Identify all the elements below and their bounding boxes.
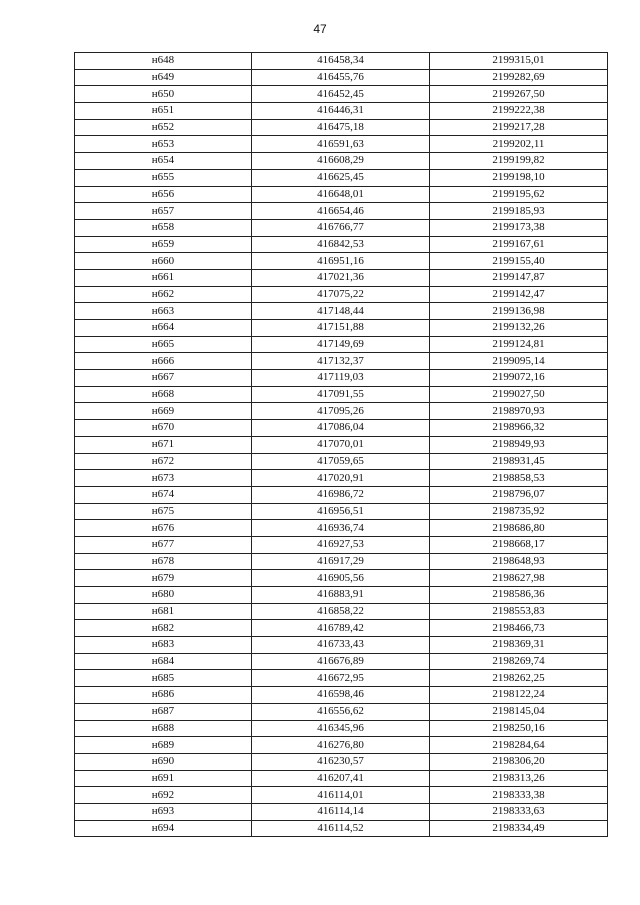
point-id-cell: н654 <box>75 153 252 170</box>
table-row <box>75 720 608 737</box>
table-row <box>75 203 608 220</box>
point-id-cell: н688 <box>75 720 252 737</box>
y-coordinate-cell: 2199095,14 <box>430 353 608 370</box>
x-coordinate-cell: 416207,41 <box>252 770 430 787</box>
y-coordinate-cell: 2198966,32 <box>430 420 608 437</box>
y-coordinate-cell: 2198949,93 <box>430 436 608 453</box>
x-coordinate-cell: 416556,62 <box>252 703 430 720</box>
y-coordinate-cell: 2199173,38 <box>430 219 608 236</box>
x-coordinate-cell: 416475,18 <box>252 119 430 136</box>
y-coordinate-cell: 2198145,04 <box>430 703 608 720</box>
x-coordinate-cell: 417119,03 <box>252 370 430 387</box>
y-coordinate-cell: 2198796,07 <box>430 486 608 503</box>
table-row <box>75 470 608 487</box>
y-coordinate-cell: 2198334,49 <box>430 820 608 837</box>
x-coordinate-cell: 416927,53 <box>252 536 430 553</box>
table-row <box>75 436 608 453</box>
y-coordinate-cell: 2198586,36 <box>430 587 608 604</box>
point-id-cell: н662 <box>75 286 252 303</box>
point-id-cell: н685 <box>75 670 252 687</box>
y-coordinate-cell: 2199267,50 <box>430 86 608 103</box>
table-row <box>75 320 608 337</box>
x-coordinate-cell: 416905,56 <box>252 570 430 587</box>
point-id-cell: н682 <box>75 620 252 637</box>
y-coordinate-cell: 2198313,26 <box>430 770 608 787</box>
table-row <box>75 653 608 670</box>
x-coordinate-cell: 416598,46 <box>252 687 430 704</box>
table-row <box>75 820 608 837</box>
y-coordinate-cell: 2198369,31 <box>430 637 608 654</box>
x-coordinate-cell: 416956,51 <box>252 503 430 520</box>
table-row <box>75 453 608 470</box>
table-row <box>75 353 608 370</box>
x-coordinate-cell: 417148,44 <box>252 303 430 320</box>
x-coordinate-cell: 416114,14 <box>252 803 430 820</box>
table-row <box>75 670 608 687</box>
table-row <box>75 703 608 720</box>
table-row <box>75 587 608 604</box>
y-coordinate-cell: 2199142,47 <box>430 286 608 303</box>
x-coordinate-cell: 416917,29 <box>252 553 430 570</box>
table-row <box>75 370 608 387</box>
table-row <box>75 236 608 253</box>
table-row <box>75 53 608 70</box>
x-coordinate-cell: 417059,65 <box>252 453 430 470</box>
x-coordinate-cell: 417020,91 <box>252 470 430 487</box>
y-coordinate-cell: 2199199,82 <box>430 153 608 170</box>
table-row <box>75 570 608 587</box>
point-id-cell: н678 <box>75 553 252 570</box>
point-id-cell: н661 <box>75 269 252 286</box>
y-coordinate-cell: 2199198,10 <box>430 169 608 186</box>
point-id-cell: н657 <box>75 203 252 220</box>
x-coordinate-cell: 416676,89 <box>252 653 430 670</box>
point-id-cell: н689 <box>75 737 252 754</box>
x-coordinate-cell: 416951,16 <box>252 253 430 270</box>
point-id-cell: н664 <box>75 320 252 337</box>
point-id-cell: н656 <box>75 186 252 203</box>
y-coordinate-cell: 2198333,38 <box>430 787 608 804</box>
x-coordinate-cell: 416648,01 <box>252 186 430 203</box>
x-coordinate-cell: 416766,77 <box>252 219 430 236</box>
y-coordinate-cell: 2198668,17 <box>430 536 608 553</box>
table-row <box>75 186 608 203</box>
y-coordinate-cell: 2199222,38 <box>430 103 608 120</box>
table-row <box>75 169 608 186</box>
table-row <box>75 219 608 236</box>
x-coordinate-cell: 416625,45 <box>252 169 430 186</box>
x-coordinate-cell: 417091,55 <box>252 386 430 403</box>
x-coordinate-cell: 416114,52 <box>252 820 430 837</box>
y-coordinate-cell: 2198122,24 <box>430 687 608 704</box>
point-id-cell: н652 <box>75 119 252 136</box>
point-id-cell: н690 <box>75 753 252 770</box>
x-coordinate-cell: 416446,31 <box>252 103 430 120</box>
page-number: 47 <box>313 22 327 36</box>
y-coordinate-cell: 2198970,93 <box>430 403 608 420</box>
table-row <box>75 303 608 320</box>
x-coordinate-cell: 416458,34 <box>252 53 430 70</box>
table-row <box>75 603 608 620</box>
table-row <box>75 269 608 286</box>
point-id-cell: н648 <box>75 53 252 70</box>
x-coordinate-cell: 416654,46 <box>252 203 430 220</box>
point-id-cell: н679 <box>75 570 252 587</box>
y-coordinate-cell: 2199155,40 <box>430 253 608 270</box>
table-row <box>75 136 608 153</box>
x-coordinate-cell: 417132,37 <box>252 353 430 370</box>
x-coordinate-cell: 416591,63 <box>252 136 430 153</box>
point-id-cell: н666 <box>75 353 252 370</box>
table-row <box>75 536 608 553</box>
table-row <box>75 770 608 787</box>
point-id-cell: н677 <box>75 536 252 553</box>
point-id-cell: н681 <box>75 603 252 620</box>
y-coordinate-cell: 2199072,16 <box>430 370 608 387</box>
y-coordinate-cell: 2199027,50 <box>430 386 608 403</box>
table-row <box>75 803 608 820</box>
x-coordinate-cell: 416608,29 <box>252 153 430 170</box>
point-id-cell: н667 <box>75 370 252 387</box>
x-coordinate-cell: 417070,01 <box>252 436 430 453</box>
table-row <box>75 86 608 103</box>
point-id-cell: н653 <box>75 136 252 153</box>
point-id-cell: н693 <box>75 803 252 820</box>
table-row <box>75 103 608 120</box>
table-row <box>75 503 608 520</box>
table-row <box>75 386 608 403</box>
y-coordinate-cell: 2199147,87 <box>430 269 608 286</box>
x-coordinate-cell: 416986,72 <box>252 486 430 503</box>
point-id-cell: н672 <box>75 453 252 470</box>
x-coordinate-cell: 416672,95 <box>252 670 430 687</box>
point-id-cell: н687 <box>75 703 252 720</box>
y-coordinate-cell: 2199195,62 <box>430 186 608 203</box>
table-row <box>75 286 608 303</box>
point-id-cell: н650 <box>75 86 252 103</box>
y-coordinate-cell: 2199217,28 <box>430 119 608 136</box>
point-id-cell: н684 <box>75 653 252 670</box>
point-id-cell: н663 <box>75 303 252 320</box>
y-coordinate-cell: 2198284,64 <box>430 737 608 754</box>
point-id-cell: н675 <box>75 503 252 520</box>
x-coordinate-cell: 417086,04 <box>252 420 430 437</box>
point-id-cell: н691 <box>75 770 252 787</box>
y-coordinate-cell: 2199167,61 <box>430 236 608 253</box>
y-coordinate-cell: 2199315,01 <box>430 53 608 70</box>
point-id-cell: н680 <box>75 587 252 604</box>
y-coordinate-cell: 2199132,26 <box>430 320 608 337</box>
y-coordinate-cell: 2198627,98 <box>430 570 608 587</box>
x-coordinate-cell: 417151,88 <box>252 320 430 337</box>
point-id-cell: н676 <box>75 520 252 537</box>
y-coordinate-cell: 2198735,92 <box>430 503 608 520</box>
point-id-cell: н669 <box>75 403 252 420</box>
y-coordinate-cell: 2198306,20 <box>430 753 608 770</box>
x-coordinate-cell: 416789,42 <box>252 620 430 637</box>
table-row <box>75 336 608 353</box>
table-row <box>75 253 608 270</box>
table-row <box>75 520 608 537</box>
x-coordinate-cell: 416936,74 <box>252 520 430 537</box>
point-id-cell: н670 <box>75 420 252 437</box>
point-id-cell: н671 <box>75 436 252 453</box>
y-coordinate-cell: 2199202,11 <box>430 136 608 153</box>
table-row <box>75 553 608 570</box>
y-coordinate-cell: 2198553,83 <box>430 603 608 620</box>
y-coordinate-cell: 2199282,69 <box>430 69 608 86</box>
x-coordinate-cell: 417095,26 <box>252 403 430 420</box>
x-coordinate-cell: 416858,22 <box>252 603 430 620</box>
y-coordinate-cell: 2198250,16 <box>430 720 608 737</box>
table-row <box>75 687 608 704</box>
table-row <box>75 420 608 437</box>
y-coordinate-cell: 2198269,74 <box>430 653 608 670</box>
x-coordinate-cell: 417021,36 <box>252 269 430 286</box>
y-coordinate-cell: 2198262,25 <box>430 670 608 687</box>
table-row <box>75 753 608 770</box>
y-coordinate-cell: 2198333,63 <box>430 803 608 820</box>
table-row <box>75 637 608 654</box>
point-id-cell: н692 <box>75 787 252 804</box>
table-row <box>75 403 608 420</box>
point-id-cell: н673 <box>75 470 252 487</box>
point-id-cell: н683 <box>75 637 252 654</box>
point-id-cell: н655 <box>75 169 252 186</box>
y-coordinate-cell: 2199136,98 <box>430 303 608 320</box>
y-coordinate-cell: 2198686,80 <box>430 520 608 537</box>
x-coordinate-cell: 416883,91 <box>252 587 430 604</box>
y-coordinate-cell: 2198931,45 <box>430 453 608 470</box>
y-coordinate-cell: 2199124,81 <box>430 336 608 353</box>
y-coordinate-cell: 2198466,73 <box>430 620 608 637</box>
table-row <box>75 69 608 86</box>
table-row <box>75 787 608 804</box>
x-coordinate-cell: 416452,45 <box>252 86 430 103</box>
x-coordinate-cell: 417149,69 <box>252 336 430 353</box>
point-id-cell: н668 <box>75 386 252 403</box>
coordinates-table <box>74 52 608 837</box>
y-coordinate-cell: 2198648,93 <box>430 553 608 570</box>
point-id-cell: н649 <box>75 69 252 86</box>
point-id-cell: н651 <box>75 103 252 120</box>
point-id-cell: н659 <box>75 236 252 253</box>
table-row <box>75 119 608 136</box>
table-row <box>75 737 608 754</box>
table-row <box>75 153 608 170</box>
point-id-cell: н686 <box>75 687 252 704</box>
x-coordinate-cell: 416230,57 <box>252 753 430 770</box>
point-id-cell: н658 <box>75 219 252 236</box>
x-coordinate-cell: 416733,43 <box>252 637 430 654</box>
point-id-cell: н665 <box>75 336 252 353</box>
table-row <box>75 486 608 503</box>
x-coordinate-cell: 417075,22 <box>252 286 430 303</box>
x-coordinate-cell: 416842,53 <box>252 236 430 253</box>
y-coordinate-cell: 2199185,93 <box>430 203 608 220</box>
x-coordinate-cell: 416345,96 <box>252 720 430 737</box>
table-row <box>75 620 608 637</box>
x-coordinate-cell: 416114,01 <box>252 787 430 804</box>
x-coordinate-cell: 416276,80 <box>252 737 430 754</box>
y-coordinate-cell: 2198858,53 <box>430 470 608 487</box>
point-id-cell: н660 <box>75 253 252 270</box>
coordinates-table-body <box>75 53 608 837</box>
point-id-cell: н674 <box>75 486 252 503</box>
point-id-cell: н694 <box>75 820 252 837</box>
x-coordinate-cell: 416455,76 <box>252 69 430 86</box>
